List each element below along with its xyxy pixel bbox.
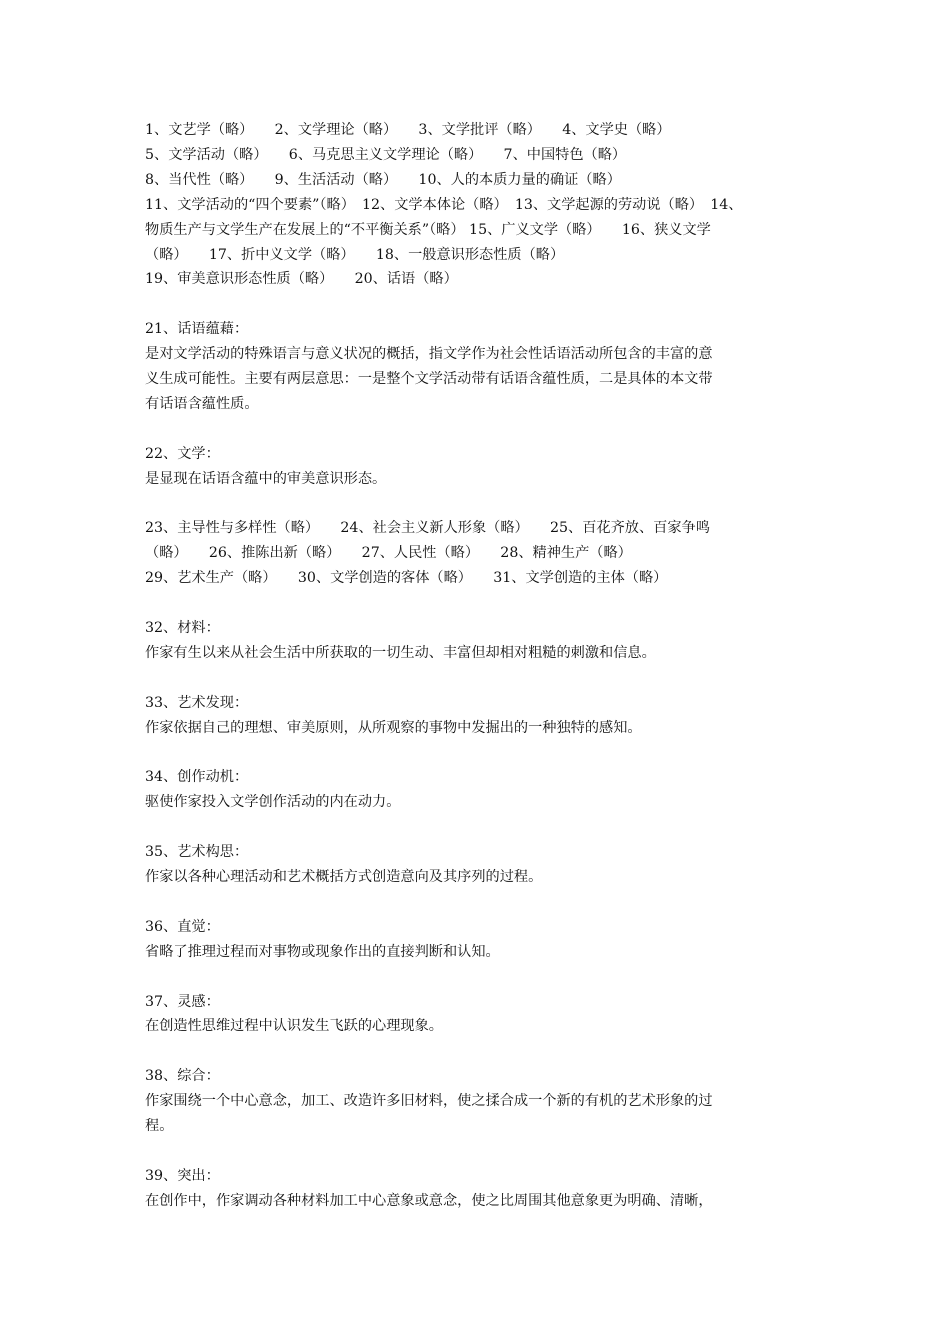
blank-line bbox=[145, 492, 810, 517]
term-heading: 38、综合： bbox=[145, 1068, 220, 1085]
term-list-block bbox=[145, 516, 810, 591]
text-line: 8、当代性（略） 9、生活活动（略） 10、人的本质力量的确证（略） bbox=[145, 171, 621, 188]
definition-line: 在创作中，作家调动各种材料加工中心意象或意念，使之比周围其他意象更为明确、清晰， bbox=[145, 1192, 713, 1209]
term-heading: 33、艺术发现： bbox=[145, 694, 249, 711]
term-definition bbox=[145, 616, 810, 666]
definition-line: 在创造性思维过程中认识发生飞跃的心理现象。 bbox=[145, 1018, 443, 1035]
definition-line: 是显现在话语含蕴中的审美意识形态。 bbox=[145, 470, 387, 487]
term-heading: 39、突出： bbox=[145, 1167, 220, 1184]
blank-line bbox=[145, 666, 810, 691]
term-heading: 22、文学： bbox=[145, 445, 220, 462]
definition-line: 程。 bbox=[145, 1118, 174, 1135]
text-line: （略） 26、推陈出新（略） 27、人民性（略） 28、精神生产（略） bbox=[145, 545, 632, 562]
blank-line bbox=[145, 591, 810, 616]
term-definition bbox=[145, 691, 810, 741]
blank-line bbox=[145, 890, 810, 915]
text-line: 1、文艺学（略） 2、文学理论（略） 3、文学批评（略） 4、文学史（略） bbox=[145, 122, 671, 138]
blank-line bbox=[145, 1139, 810, 1164]
text-line: （略） 17、折中义文学（略） 18、一般意识形态性质（略） bbox=[145, 246, 565, 263]
term-heading: 35、艺术构思： bbox=[145, 844, 249, 861]
term-definition bbox=[145, 915, 810, 965]
text-line: 23、主导性与多样性（略） 24、社会主义新人形象（略） 25、百花齐放、百家争鸣 bbox=[145, 520, 710, 537]
term-definition bbox=[145, 442, 810, 492]
term-heading: 32、材料： bbox=[145, 620, 220, 637]
term-heading: 36、直觉： bbox=[145, 918, 220, 935]
text-line: 5、文学活动（略） 6、马克思主义文学理论（略） 7、中国特色（略） bbox=[145, 146, 627, 163]
text-line: 29、艺术生产（略） 30、文学创造的客体（略） 31、文学创造的主体（略） bbox=[145, 570, 668, 587]
term-definition bbox=[145, 317, 810, 417]
term-heading: 21、话语蕴藉： bbox=[145, 321, 249, 338]
term-definition bbox=[145, 840, 810, 890]
term-heading: 34、创作动机： bbox=[145, 769, 249, 786]
definition-line: 作家有生以来从社会生活中所获取的一切生动、丰富但却相对粗糙的刺激和信息。 bbox=[145, 644, 656, 661]
blank-line bbox=[145, 1039, 810, 1064]
definition-line: 作家依据自己的理想、审美原则，从所观察的事物中发掘出的一种独特的感知。 bbox=[145, 719, 642, 736]
term-heading: 37、灵感： bbox=[145, 993, 220, 1010]
term-definition bbox=[145, 1064, 810, 1139]
definition-line: 是对文学活动的特殊语言与意义状况的概括，指文学作为社会性话语活动所包含的丰富的意 bbox=[145, 346, 713, 363]
blank-line bbox=[145, 417, 810, 442]
text-line: 19、审美意识形态性质（略） 20、话语（略） bbox=[145, 271, 458, 288]
blank-line bbox=[145, 741, 810, 766]
text-line: 物质生产与文学生产在发展上的“不平衡关系”（略） 15、广义文学（略） 16、狭义文学 bbox=[145, 221, 711, 238]
term-list-block bbox=[145, 118, 810, 292]
blank-line bbox=[145, 815, 810, 840]
definition-line: 驱使作家投入文学创作活动的内在动力。 bbox=[145, 794, 401, 811]
term-definition bbox=[145, 990, 810, 1040]
definition-line: 义生成可能性。主要有两层意思：一是整个文学活动带有话语含蕴性质，二是具体的本文带 bbox=[145, 371, 713, 388]
term-definition bbox=[145, 1164, 810, 1214]
text-line: 11、文学活动的“四个要素”（略） 12、文学本体论（略） 13、文学起源的劳动说（略） 14、 bbox=[145, 196, 743, 213]
definition-line: 省略了推理过程而对事物或现象作出的直接判断和认知。 bbox=[145, 943, 500, 960]
definition-line: 作家以各种心理活动和艺术概括方式创造意向及其序列的过程。 bbox=[145, 869, 543, 886]
definition-line: 有话语含蕴性质。 bbox=[145, 395, 259, 412]
term-definition bbox=[145, 765, 810, 815]
blank-line bbox=[145, 292, 810, 317]
document-page bbox=[145, 118, 810, 1214]
blank-line bbox=[145, 965, 810, 990]
definition-line: 作家围绕一个中心意念，加工、改造许多旧材料，使之揉合成一个新的有机的艺术形象的过 bbox=[145, 1093, 713, 1110]
